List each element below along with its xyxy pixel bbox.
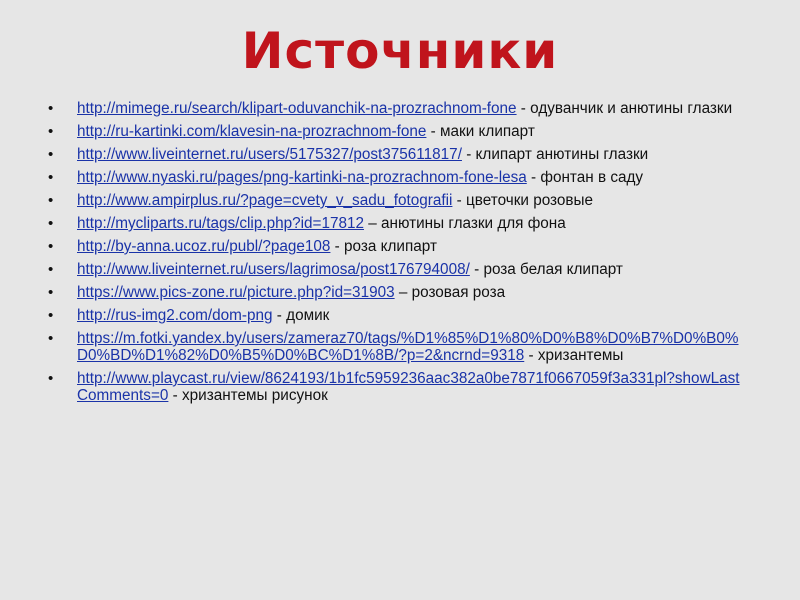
source-link[interactable]: http://www.liveinternet.ru/users/lagrimosa/post176794008/ <box>77 261 470 278</box>
source-item <box>48 169 748 186</box>
source-link[interactable]: http://www.nyaski.ru/pages/png-kartinki-na-prozrachnom-fone-lesa <box>77 169 527 186</box>
source-item <box>48 100 748 117</box>
source-link[interactable]: http://ru-kartinki.com/klavesin-na-prozrachnom-fone <box>77 123 427 140</box>
source-description: - роза клипарт <box>330 238 437 255</box>
source-link[interactable]: http://mimege.ru/search/klipart-oduvanchik-na-prozrachnom-fone <box>77 100 517 117</box>
source-item <box>48 192 748 209</box>
source-link[interactable]: http://rus-img2.com/dom-png <box>77 307 273 324</box>
source-item <box>48 146 748 163</box>
source-description: - фонтан в саду <box>526 169 644 186</box>
source-link[interactable]: http://mycliparts.ru/tags/clip.php?id=17812 <box>77 215 364 232</box>
slide-title: Источники <box>241 22 559 80</box>
source-description: – розовая роза <box>394 284 506 301</box>
source-item <box>48 284 748 301</box>
source-item <box>48 261 748 278</box>
source-description: - хризантемы <box>524 347 624 364</box>
source-link[interactable]: http://www.liveinternet.ru/users/5175327/post375611817/ <box>77 146 462 163</box>
source-description: - хризантемы рисунок <box>168 387 328 404</box>
source-link[interactable]: https://www.pics-zone.ru/picture.php?id=31903 <box>77 284 395 301</box>
source-item <box>48 307 748 324</box>
sources-list <box>48 100 748 410</box>
source-description: - домик <box>272 307 330 324</box>
source-description: - клипарт анютины глазки <box>461 146 649 163</box>
source-item <box>48 123 748 140</box>
source-link[interactable]: http://www.playcast.ru/view/8624193/1b1fc5959236aac382a0be7871f0667059f3a331pl?showLastComments=0 <box>77 370 740 404</box>
source-item <box>48 215 748 232</box>
source-link[interactable]: http://by-anna.ucoz.ru/publ/?page108 <box>77 238 331 255</box>
source-link[interactable]: https://m.fotki.yandex.by/users/zameraz70/tags/%D1%85%D1%80%D0%B8%D0%B7%D0%B0%D0%BD%D1%82%D0%B5%D0%BC%D1%8B/?p=2&ncrnd=9318 <box>77 330 739 364</box>
source-description: - одуванчик и анютины глазки <box>516 100 733 117</box>
source-description: - маки клипарт <box>426 123 535 140</box>
source-item <box>48 330 748 364</box>
source-description: - цветочки розовые <box>452 192 594 209</box>
source-item <box>48 370 748 404</box>
source-description: - роза белая клипарт <box>469 261 623 278</box>
source-description: – анютины глазки для фона <box>363 215 566 232</box>
source-item <box>48 238 748 255</box>
source-link[interactable]: http://www.ampirplus.ru/?page=cvety_v_sadu_fotografii <box>77 192 453 209</box>
